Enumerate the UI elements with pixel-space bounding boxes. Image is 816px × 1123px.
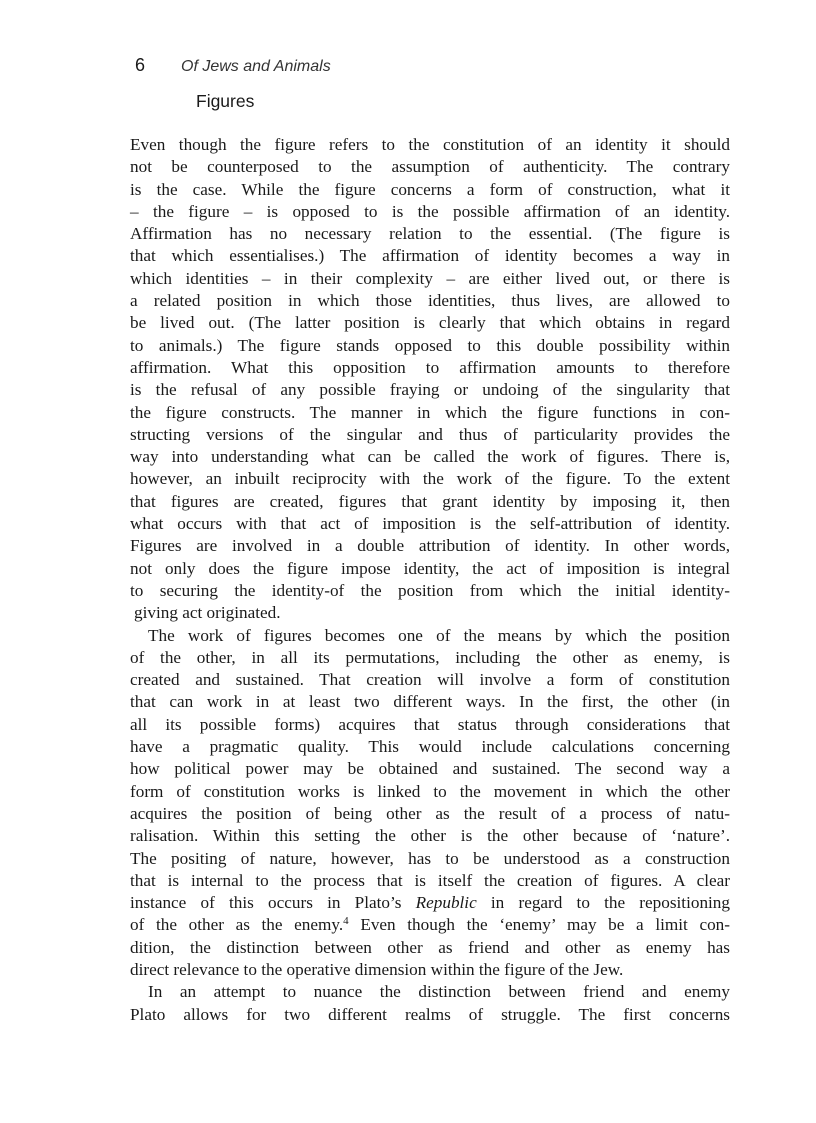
text-run: of the other as the enemy.	[130, 915, 344, 935]
text-line: structing versions of the singular and thus of particularity provides the	[130, 424, 730, 444]
text-line: way into understanding what can be called the work of figures. There is,	[130, 447, 730, 467]
text-line: affirmation. What this opposition to affirmation amounts to therefore	[130, 357, 730, 377]
text-line: however, an inbuilt reciprocity with the work of the figure. To the extent	[130, 469, 730, 489]
text-line: that which essentialises.) The affirmation of identity becomes a way in	[130, 246, 730, 266]
text-line: The work of figures becomes one of the means by which the position	[148, 625, 730, 645]
text-line: Figures are involved in a double attribution of identity. In other words,	[130, 536, 730, 556]
text-line: not only does the figure impose identity, the act of imposition is integral	[130, 558, 730, 578]
text-line: to securing the identity-of the position from which the initial identity-	[130, 580, 730, 600]
text-line: is the refusal of any possible fraying or undoing of the singularity that	[130, 380, 730, 400]
text-line: created and sustained. That creation will involve a form of constitution	[130, 670, 730, 690]
text-line: – the figure – is opposed to is the possible affirmation of an identity.	[130, 201, 730, 221]
text-line: that can work in at least two different ways. In the first, the other (in	[130, 692, 730, 712]
text-line: acquires the position of being other as the result of a process of natu-	[130, 803, 730, 823]
text-line: to animals.) The figure stands opposed to this double possibility within	[130, 335, 730, 355]
text-line: Even though the figure refers to the constitution of an identity it should	[130, 135, 730, 154]
text-line: that figures are created, figures that grant identity by imposing it, then	[130, 491, 730, 511]
text-line: what occurs with that act of imposition is the self-attribution of identity.	[130, 514, 730, 534]
text-line: giving act originated.	[134, 603, 281, 623]
work-title: Republic	[415, 893, 477, 913]
paragraph-3	[130, 981, 730, 1026]
text-line: that is internal to the process that is itself the creation of figures. A clear	[130, 870, 730, 890]
text-line: ralisation. Within this setting the other is the other because of ‘nature’.	[130, 826, 730, 846]
text-line: Plato allows for two different realms of struggle. The first concerns	[130, 1004, 730, 1024]
text-line: be lived out. (The latter position is clearly that which obtains in regard	[130, 313, 730, 333]
text-run: Even though the ‘enemy’ may be a limit con-	[348, 915, 730, 935]
text-line: how political power may be obtained and sustained. The second way a	[130, 759, 730, 779]
text-line: direct relevance to the operative dimension within the figure of the Jew.	[130, 959, 624, 979]
section-heading: Figures	[196, 91, 255, 111]
text-line: In an attempt to nuance the distinction between friend and enemy	[148, 982, 730, 1002]
book-title: Of Jews and Animals	[181, 58, 331, 75]
body-text	[130, 134, 730, 1026]
text-line: have a pragmatic quality. This would include calculations concerning	[130, 737, 730, 757]
text-line: The positing of nature, however, has to be understood as a construction	[130, 848, 730, 868]
paragraph-1	[130, 134, 730, 625]
text-line: all its possible forms) acquires that status through considerations that	[130, 714, 730, 734]
footnote-reference[interactable]: 4	[343, 915, 349, 928]
text-line: Affirmation has no necessary relation to the essential. (The figure is	[130, 224, 730, 244]
text-run: instance of this occurs in Plato’s	[130, 893, 416, 913]
text-line: the figure constructs. The manner in which the figure functions in con-	[130, 402, 730, 422]
text-line: form of constitution works is linked to the movement in which the other	[130, 781, 730, 801]
page-number: 6	[135, 55, 146, 75]
running-head	[135, 54, 331, 78]
text-line: which identities – in their complexity – are either lived out, or there is	[130, 268, 730, 288]
text-line: of the other, in all its permutations, including the other as enemy, is	[130, 647, 730, 667]
text-line	[130, 914, 730, 936]
text-line: is the case. While the figure concerns a form of construction, what it	[130, 179, 730, 199]
text-line: dition, the distinction between other as friend and other as enemy has	[130, 937, 730, 957]
paragraph-2	[130, 625, 730, 982]
text-line: a related position in which those identities, thus lives, are allowed to	[130, 291, 730, 311]
text-line	[130, 892, 730, 914]
text-run: in regard to the repositioning	[476, 893, 730, 913]
text-line: not be counterposed to the assumption of authenticity. The contrary	[130, 157, 730, 177]
